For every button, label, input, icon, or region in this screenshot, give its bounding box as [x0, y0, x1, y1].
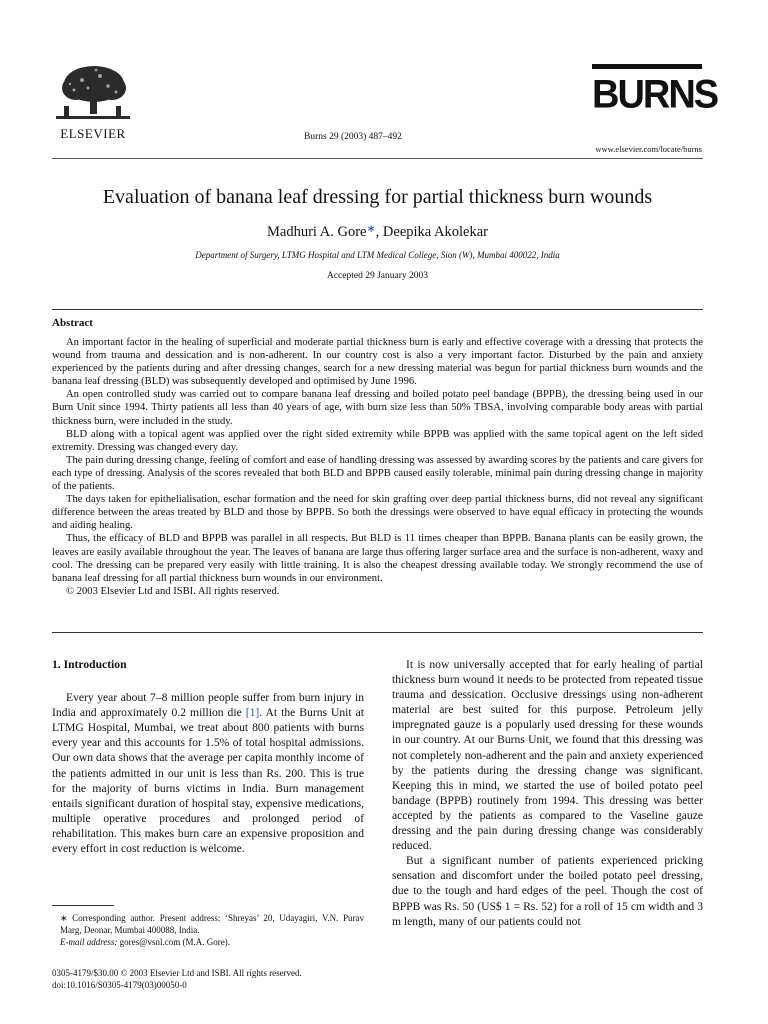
copyright-line: © 2003 Elsevier Ltd and ISBI. All rights reserved. [66, 585, 280, 597]
doi-line[interactable]: doi:10.1016/S0305-4179(03)00050-0 [52, 980, 187, 990]
issn-line: 0305-4179/$30.00 © 2003 Elsevier Ltd and ISBI. All rights reserved. [52, 968, 302, 978]
left-column [52, 657, 364, 856]
affiliation: Department of Surgery, LTMG Hospital and LTM Medical College, Sion (W), Mumbai 400022, India [195, 250, 560, 260]
abstract-paragraph: An open controlled study was carried out to compare banana leaf dressing and boiled potato peel bandage (BPPB), the dressing being used in our Burn Unit since 1994. Thirty patients all less than 40 years of age, with burn size less than 50% TBSA, involving comparable body areas with partial thickness burn, were included in the study. [52, 389, 703, 427]
header-divider [52, 158, 703, 159]
author-gore: Madhuri A. Gore [266, 224, 367, 240]
intro-text: . At the Burns Unit at LTMG Hospital, Mumbai, we treat about 800 patients with burns every year and this accounts for 1.5% of total hospital admissions. Our own data shows that the average per capita monthly income of the patients admitted in our unit is less than Rs. 200. This is true for the majority of burns victims in India. Burn management entails significant duration of hospital stay, expensive medications, multiple operative procedures and prolonged period of rehabilitation. This makes burn care an expensive proposition and every effort in cost reduction is welcome. [52, 706, 364, 856]
abstract-heading: Abstract [52, 317, 93, 329]
reference-link[interactable]: [1] [245, 706, 260, 720]
email-label: E-mail address: [60, 937, 118, 947]
footnote [52, 912, 364, 948]
journal-url[interactable]: www.elsevier.com/locate/burns [595, 144, 702, 154]
journal-logo: BURNS [592, 72, 718, 118]
body-paragraph: It is now universally accepted that for early healing of partial thickness burn wound it needs to be protected from repeated tissue trauma and dessication. Occlusive dressings using non-adherent material are best suited for this purpose. Petroleum jelly impregnated gauze is a popularly used dressing for these wounds in our country. At our Burns Unit, we found that this dressing was not completely non-adherent and the pain and anxiety experienced by the patients during the dressing change was significant. Keeping this in mind, we started the use of boiled potato peel bandage (BPPB) routinely from 1994. This dressing was better accepted by the patients as compared to the Vaseline gauze dressing and the pain during dressing change was considerably reduced. [392, 658, 703, 853]
author-akolekar: , Deepika Akolekar [375, 224, 489, 240]
abstract-paragraph: The days taken for epithelialisation, eschar formation and the need for skin grafting over deep partial thickness burns, did not reveal any significant difference between the areas treated by BLD and those by BPPB. So both the dressings were observed to have equal efficacy in protecting the wounds and aiding healing. [52, 494, 703, 532]
journal-citation: Burns 29 (2003) 487–492 [304, 132, 402, 142]
accepted-date: Accepted 29 January 2003 [326, 271, 429, 281]
intro-paragraph [52, 690, 364, 856]
publication-info [52, 967, 452, 991]
body-paragraph: But a significant number of patients experienced pricking sensation and discomfort under the boiled potato peel dressing, due to the tough and hard edges of the peel. Though the cost of BPPB was Rs. 50 (US$ 1 = Rs. 52) for a roll of 15 cm width and 3 m length, many of our patients could not [392, 854, 703, 928]
right-column [392, 657, 703, 929]
publisher-name: ELSEVIER [60, 126, 126, 141]
footnote-divider [52, 905, 114, 906]
abstract-paragraph: Thus, the efficacy of BLD and BPPB was parallel in all respects. But BLD is 11 times cheaper than BPPB. Banana plants can be easily grown, the leaves are easily available throughout the year. The leaves of banana are large thus offering larger surface area and the surface is non-adherent, waxy and cool. The dressing can be prepared very easily with little training. It is also the cheapest dressing available today. We strongly recommend the use of banana leaf dressing for all partial thickness burn wounds in our environment. [52, 533, 703, 584]
abstract-body [52, 336, 703, 598]
abstract-bottom-divider [52, 632, 703, 633]
intro-text: Every year about 7–8 million people suffer from burn injury in India and approximately 0.2 million die [52, 691, 364, 720]
elsevier-tree-logo [52, 62, 134, 124]
email-address[interactable]: gores@vsnl.com (M.A. Gore). [117, 937, 230, 947]
corresponding-author-note: ∗ Corresponding author. Present address: ‘Shreyas’ 20, Udayagiri, V.N. Purav Marg, Deonar, Mumbai 400088, India. [60, 913, 364, 935]
abstract-top-divider [52, 309, 703, 310]
abstract-paragraph: An important factor in the healing of superficial and moderate partial thickness burn is early and effective coverage with a dressing that protects the wound from trauma and dessication and is non-adherent. In our country cost is also a very important factor. Disturbed by the pain and anxiety experienced by the patients during and after dressing changes, search for a new dressing material was begun for partial thickness burn wounds and the banana leaf dressing (BLD) was subsequently developed and optimised by June 1996. [52, 337, 703, 388]
abstract-paragraph: The pain during dressing change, feeling of comfort and ease of handling dressing was assessed by awarding scores by the patients and care givers for each type of dressing. Analysis of the scores revealed that both BLD and BPPB caused easily tolerable, minimal pain during dressing change in majority of the patients. [52, 454, 703, 493]
section-heading-introduction: 1. Introduction [52, 658, 127, 671]
article-title: Evaluation of banana leaf dressing for partial thickness burn wounds [102, 186, 653, 208]
author-list [52, 222, 703, 241]
email-line [52, 936, 364, 948]
corresponding-author-mark[interactable]: ∗ [366, 223, 376, 235]
journal-logo-bar [592, 64, 702, 69]
abstract-paragraph: BLD along with a topical agent was applied over the right sided extremity while BPPB was applied with the same topical agent on the left sided extremity. Dressing was changed every day. [52, 428, 703, 453]
